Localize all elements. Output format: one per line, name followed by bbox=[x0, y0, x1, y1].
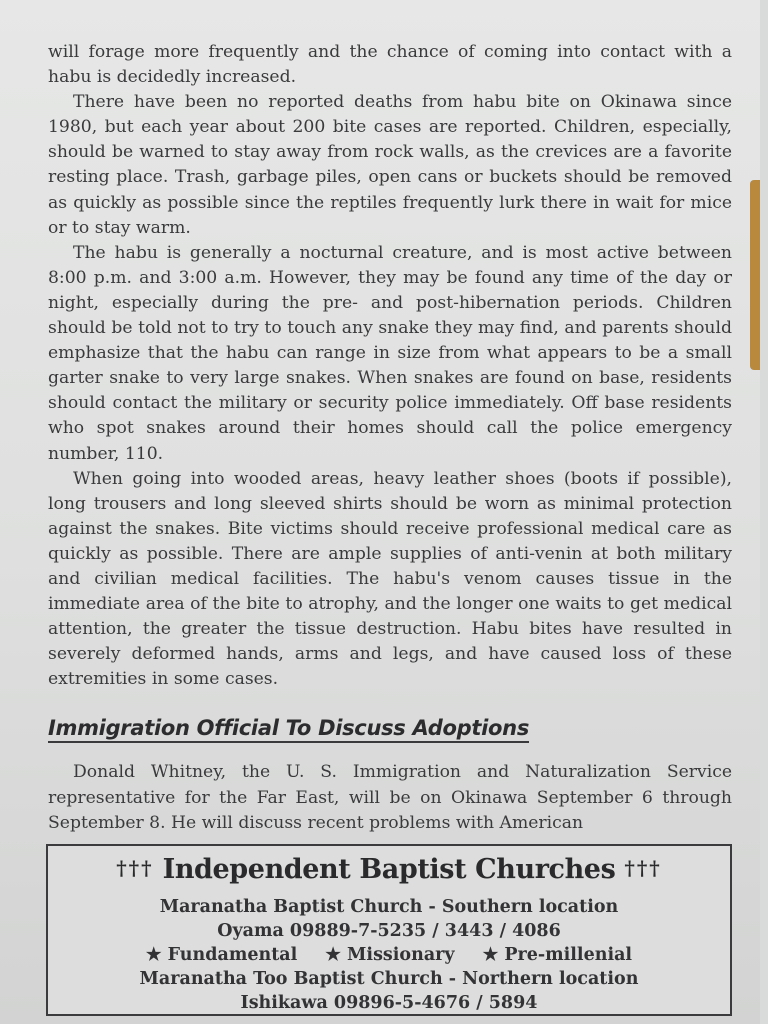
church-southern: Maranatha Baptist Church - Southern location bbox=[159, 897, 619, 917]
cross-icon: ††† bbox=[116, 856, 154, 880]
article-paragraph: When going into wooded areas, heavy leather shoes (boots if possible), long trousers and long sleeved shirts should be worn as minimal protection against the snakes. Bite victims should receive professional medical care as quickly as possible. There are ample supplies of anti-venin at both military and civilian medical facilities. The habu's venom causes tissue in the immediate area of the bite to atrophy, and the longer one waits to get medical attention, the greater the tissue destruction. Habu bites have resulted in severely deformed hands, arms and legs, and have caused loss of these extremities in some cases. bbox=[48, 468, 732, 690]
tag-missionary: ★ Missionary bbox=[325, 945, 455, 965]
tag-premillenial: ★ Pre-millenial bbox=[482, 945, 633, 965]
church-advertisement bbox=[46, 844, 732, 1016]
article-paragraph: will forage more frequently and the chance of coming into contact with a habu is decidedly increased. bbox=[48, 42, 732, 88]
tag-fundamental: ★ Fundamental bbox=[145, 945, 298, 965]
phone-northern: Ishikawa 09896-5-4676 / 5894 bbox=[240, 993, 538, 1013]
ad-title-row bbox=[48, 854, 730, 885]
article-paragraph: Donald Whitney, the U. S. Immigration and Naturalization Service representative for the Far East, will be on Okinawa September 6 through September 8. He will discuss recent problems with American bbox=[48, 762, 732, 833]
phone-southern: Oyama 09889-7-5235 / 3443 / 4086 bbox=[217, 921, 561, 941]
cross-icon: ††† bbox=[624, 856, 662, 880]
ad-tags bbox=[48, 943, 730, 967]
immigration-article bbox=[48, 760, 732, 837]
article-paragraph: There have been no reported deaths from habu bite on Okinawa since 1980, but each year about 200 bite cases are reported. Children, especially, should be warned to stay away from rock walls, as the crevices are a favorite resting place. Trash, garbage piles, open cans or buckets should be removed as quickly as possible since the reptiles frequently lurk there in wait for mice or to stay warm. bbox=[48, 92, 732, 238]
church-northern: Maranatha Too Baptist Church - Northern location bbox=[139, 969, 639, 989]
page-edge-tab bbox=[750, 180, 760, 370]
ad-title: Independent Baptist Churches bbox=[162, 854, 616, 885]
article-paragraph: The habu is generally a nocturnal creature, and is most active between 8:00 p.m. and 3:00 a.m. However, they may be found any time of the day or night, especially during the pre- and post-hibernation periods. Children should be told not to try to touch any snake they may find, and parents should emphasize that the habu can range in size from what appears to be a small garter snake to very large snakes. When snakes are found on base, residents should contact the military or security police immediately. Off base residents who spot snakes around their homes should call the police emergency number, 110. bbox=[48, 242, 732, 464]
immigration-heading: Immigration Official To Discuss Adoptions bbox=[48, 716, 529, 743]
habu-article bbox=[48, 40, 732, 692]
